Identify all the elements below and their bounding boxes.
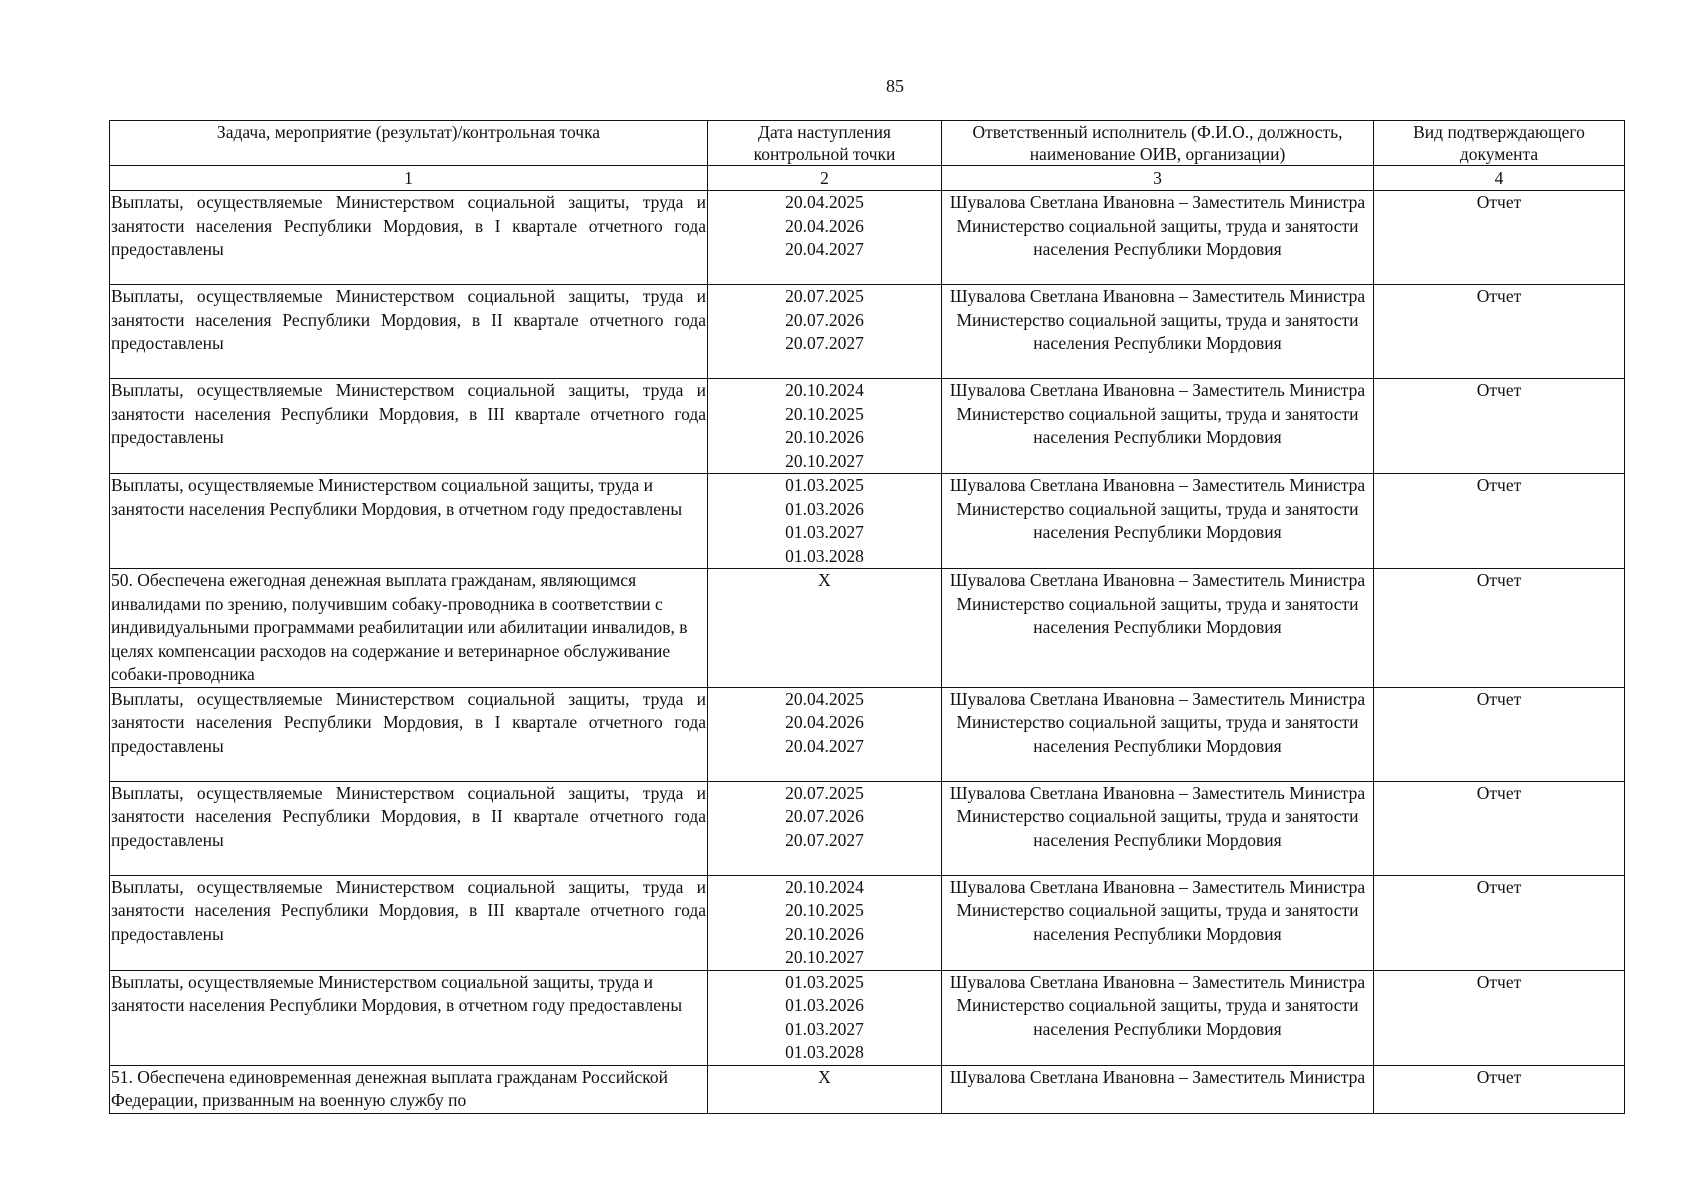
task-cell: Выплаты, осуществляемые Министерством социальной защиты, труда и занятости населения Республики Мордовия, в отчетном году предоставлены	[110, 970, 708, 1065]
control-date: 20.07.2026	[785, 309, 864, 330]
task-cell: 50. Обеспечена ежегодная денежная выплата гражданам, являющимся инвалидами по зрению, получившим собаку-проводника в соответствии с индивидуальными программами реабилитации или абилитации инвалидов, в целях компенсации расходов на содержание и ветеринарное обслуживание собаки-проводника	[110, 569, 708, 688]
doc-type-cell: Отчет	[1374, 970, 1625, 1065]
control-date: 20.04.2026	[785, 712, 864, 732]
control-date: 01.03.2026	[785, 995, 864, 1015]
responsible-person: Шувалова Светлана Ивановна – Заместитель Министра	[949, 1066, 1366, 1087]
control-date: 20.07.2027	[785, 333, 864, 353]
control-date: 20.10.2025	[785, 900, 864, 920]
column-number-row	[110, 166, 1625, 191]
table-row	[110, 191, 1625, 285]
column-number: 1	[110, 166, 708, 191]
control-date: 20.10.2024	[785, 380, 864, 400]
task-cell: Выплаты, осуществляемые Министерством социальной защиты, труда и занятости населения Республики Мордовия, в III квартале отчетного года предоставлены	[110, 875, 708, 970]
date-cell	[708, 191, 942, 285]
doc-type-cell: Отчет	[1374, 569, 1625, 688]
responsible-person: Шувалова Светлана Ивановна – Заместитель Министра	[949, 380, 1366, 400]
task-cell: Выплаты, осуществляемые Министерством социальной защиты, труда и занятости населения Республики Мордовия, в III квартале отчетного года предоставлены	[110, 379, 708, 474]
table-row	[110, 875, 1625, 970]
page-number: 85	[886, 76, 904, 96]
responsible-person: Шувалова Светлана Ивановна – Заместитель Министра	[949, 192, 1366, 212]
responsible-person: Шувалова Светлана Ивановна – Заместитель Министра	[949, 876, 1366, 897]
control-date: 20.07.2027	[785, 829, 864, 850]
control-date: 01.03.2025	[785, 971, 864, 992]
responsible-person: Шувалова Светлана Ивановна – Заместитель Министра	[949, 782, 1366, 803]
responsible-cell	[942, 970, 1374, 1065]
table-row	[110, 285, 1625, 379]
control-date: 20.04.2027	[785, 239, 864, 259]
responsible-cell	[942, 285, 1374, 379]
responsible-org: Министерство социальной защиты, труда и занятости населения Республики Мордовия	[956, 712, 1359, 756]
task-cell: Выплаты, осуществляемые Министерством социальной защиты, труда и занятости населения Республики Мордовия, в II квартале отчетного года предоставлены	[110, 781, 708, 875]
control-date: 20.04.2025	[785, 192, 864, 212]
task-cell: Выплаты, осуществляемые Министерством социальной защиты, труда и занятости населения Республики Мордовия, в отчетном году предоставлены	[110, 474, 708, 569]
table-row	[110, 1065, 1625, 1113]
responsible-cell	[942, 191, 1374, 285]
control-date: 01.03.2027	[785, 1018, 864, 1039]
doc-type-cell: Отчет	[1374, 191, 1625, 285]
responsible-org: Министерство социальной защиты, труда и занятости населения Республики Мордовия	[956, 900, 1359, 944]
date-cell	[708, 474, 942, 569]
control-date: 20.10.2027	[785, 947, 864, 967]
control-date: 20.10.2026	[785, 923, 864, 944]
column-number: 4	[1374, 166, 1625, 191]
responsible-org: Министерство социальной защиты, труда и занятости населения Республики Мордовия	[956, 995, 1359, 1039]
responsible-org: Министерство социальной защиты, труда и занятости населения Республики Мордовия	[956, 215, 1359, 259]
control-date: 20.10.2025	[785, 403, 864, 424]
date-cell	[708, 781, 942, 875]
control-date: 20.07.2025	[785, 286, 864, 306]
control-date: 20.04.2025	[785, 688, 864, 709]
responsible-person: Шувалова Светлана Ивановна – Заместитель Министра	[949, 688, 1366, 709]
date-cell	[708, 285, 942, 379]
control-date: 20.07.2026	[785, 806, 864, 826]
header-doc-type: Вид подтверждающего документа	[1374, 121, 1625, 166]
doc-type-cell: Отчет	[1374, 379, 1625, 474]
control-date: 01.03.2026	[785, 498, 864, 519]
table-header-row	[110, 121, 1625, 166]
doc-type-cell: Отчет	[1374, 687, 1625, 781]
table-row	[110, 781, 1625, 875]
table-body	[110, 191, 1625, 1114]
doc-type-cell: Отчет	[1374, 474, 1625, 569]
task-cell: Выплаты, осуществляемые Министерством социальной защиты, труда и занятости населения Республики Мордовия, в I квартале отчетного года предоставлены	[110, 191, 708, 285]
control-date: 20.10.2024	[785, 876, 864, 897]
table-row	[110, 569, 1625, 688]
doc-type-cell: Отчет	[1374, 285, 1625, 379]
control-date: 01.03.2028	[785, 1042, 864, 1062]
table-row	[110, 474, 1625, 569]
task-cell: Выплаты, осуществляемые Министерством социальной защиты, труда и занятости населения Республики Мордовия, в I квартале отчетного года предоставлены	[110, 687, 708, 781]
date-cell	[708, 379, 942, 474]
responsible-person: Шувалова Светлана Ивановна – Заместитель Министра	[949, 286, 1366, 306]
responsible-org: Министерство социальной защиты, труда и занятости населения Республики Мордовия	[956, 498, 1359, 542]
column-number: 2	[708, 166, 942, 191]
control-points-table	[109, 120, 1625, 1114]
responsible-person: Шувалова Светлана Ивановна – Заместитель Министра	[949, 475, 1366, 495]
date-cell	[708, 1065, 942, 1113]
doc-type-cell: Отчет	[1374, 875, 1625, 970]
responsible-person: Шувалова Светлана Ивановна – Заместитель Министра	[949, 971, 1366, 992]
control-date: 01.03.2028	[785, 545, 864, 566]
table-row	[110, 687, 1625, 781]
doc-type-cell: Отчет	[1374, 781, 1625, 875]
task-cell: Выплаты, осуществляемые Министерством социальной защиты, труда и занятости населения Республики Мордовия, в II квартале отчетного года предоставлены	[110, 285, 708, 379]
control-date: 20.04.2027	[785, 735, 864, 756]
responsible-cell	[942, 687, 1374, 781]
column-number: 3	[942, 166, 1374, 191]
control-date: 20.10.2026	[785, 427, 864, 447]
responsible-org: Министерство социальной защиты, труда и занятости населения Республики Мордовия	[956, 806, 1359, 850]
responsible-cell	[942, 875, 1374, 970]
responsible-person: Шувалова Светлана Ивановна – Заместитель Министра	[949, 570, 1366, 590]
date-cell	[708, 875, 942, 970]
date-cell	[708, 687, 942, 781]
control-date: 20.07.2025	[785, 782, 864, 803]
control-date: 01.03.2027	[785, 522, 864, 542]
date-cell	[708, 970, 942, 1065]
control-date: 20.10.2027	[785, 450, 864, 471]
doc-type-cell: Отчет	[1374, 1065, 1625, 1113]
control-date: X	[818, 570, 831, 590]
header-date: Дата наступления контрольной точки	[708, 121, 942, 166]
table-row	[110, 379, 1625, 474]
control-date: 20.04.2026	[785, 215, 864, 236]
responsible-cell	[942, 379, 1374, 474]
responsible-cell	[942, 569, 1374, 688]
control-date: 01.03.2025	[785, 475, 864, 495]
task-cell: 51. Обеспечена единовременная денежная выплата гражданам Российской Федерации, призванным на военную службу по	[110, 1065, 708, 1113]
responsible-org: Министерство социальной защиты, труда и занятости населения Республики Мордовия	[956, 403, 1359, 447]
responsible-cell	[942, 1065, 1374, 1113]
responsible-org: Министерство социальной защиты, труда и занятости населения Республики Мордовия	[956, 593, 1359, 637]
header-responsible: Ответственный исполнитель (Ф.И.О., должность, наименование ОИВ, организации)	[942, 121, 1374, 166]
responsible-org: Министерство социальной защиты, труда и занятости населения Республики Мордовия	[956, 309, 1359, 353]
date-cell	[708, 569, 942, 688]
table-row	[110, 970, 1625, 1065]
header-task: Задача, мероприятие (результат)/контрольная точка	[110, 121, 708, 166]
control-date: X	[818, 1066, 831, 1087]
responsible-cell	[942, 781, 1374, 875]
responsible-cell	[942, 474, 1374, 569]
